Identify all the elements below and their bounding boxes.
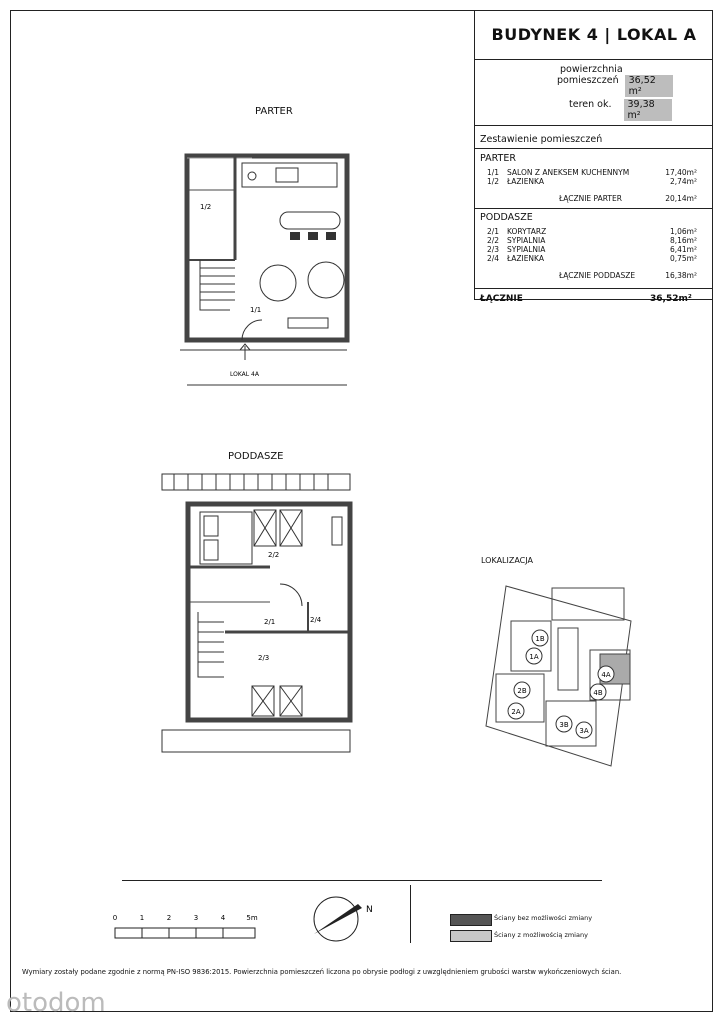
legend-fixed-swatch: [450, 914, 492, 926]
unit-label: 2B: [517, 687, 527, 695]
rooms-title: Zestawienie pomieszczeń: [480, 134, 603, 145]
grand-total-value: 36,52m²: [650, 294, 692, 304]
unit-label: 3A: [579, 727, 589, 735]
unit-label: 1B: [535, 635, 545, 643]
scale-tick: 5m: [246, 914, 258, 922]
footnote: Wymiary zostały podane zgodnie z normą PN-ISO 9836:2015. Powierzchnia pomieszczeń liczona po obrysie podłogi z uwzględnieniem grubości warstw wykończeniowych ścian.: [22, 968, 622, 976]
room-label: 1/1: [250, 306, 262, 314]
room-label: 2/3: [258, 654, 270, 662]
sheet-title: BUDYNEK 4 | LOKAL A: [474, 10, 713, 60]
scale-bar: [110, 910, 270, 944]
location-map: [476, 566, 656, 771]
compass-icon: [306, 890, 378, 948]
parter-plan-title: PARTER: [255, 106, 293, 117]
location-title: LOKALIZACJA: [481, 556, 533, 565]
legend-movable-swatch: [450, 930, 492, 942]
watermark: otodom: [6, 988, 106, 1018]
scale-tick: 2: [166, 914, 172, 922]
land-label: teren ok.: [569, 99, 612, 110]
room-schedule-panel: [474, 60, 713, 300]
poddasze-total: ŁĄCZNIE PODDASZE 16,38m²: [559, 271, 697, 280]
parter-floor-plan: [180, 150, 355, 390]
unit-label: 3B: [559, 721, 569, 729]
room-label: 2/1: [264, 618, 276, 626]
list-item: 1/2 ŁAZIENKA 2,74m²: [487, 177, 697, 186]
scale-tick: 1: [139, 914, 145, 922]
compass-letter: N: [366, 905, 373, 915]
unit-label: 4B: [593, 689, 603, 697]
area-label-1: powierzchnia: [560, 64, 623, 75]
parter-list: [487, 168, 697, 203]
legend-fixed-label: Ściany bez możliwości zmiany: [494, 914, 593, 922]
list-item: 2/1 KORYTARZ 1,06m²: [487, 227, 697, 236]
unit-label: 2A: [511, 708, 521, 716]
poddasze-plan-title: PODDASZE: [228, 451, 284, 462]
scale-tick: 3: [193, 914, 199, 922]
list-item: 2/2 SYPIALNIA 8,16m²: [487, 236, 697, 245]
unit-label: 1A: [529, 653, 539, 661]
poddasze-floor-plan: [160, 472, 355, 757]
poddasze-list: [487, 227, 697, 280]
room-label: 1/2: [200, 203, 212, 211]
legend-movable-label: Ściany z możliwością zmiany: [494, 931, 588, 939]
list-item: 2/3 SYPIALNIA 6,41m²: [487, 245, 697, 254]
scale-tick: 0: [112, 914, 118, 922]
scale-tick: 4: [220, 914, 226, 922]
poddasze-heading: PODDASZE: [480, 212, 533, 223]
room-label: 2/4: [310, 616, 322, 624]
room-label: 2/2: [268, 551, 280, 559]
area-label-2: pomieszczeń: [557, 75, 619, 86]
parter-heading: PARTER: [480, 153, 516, 164]
unit-label: 4A: [601, 671, 611, 679]
divider: [122, 880, 602, 881]
divider: [410, 885, 411, 943]
list-item: 1/1 SALON Z ANEKSEM KUCHENNYM 17,40m²: [487, 168, 697, 177]
area-summary: [557, 64, 707, 121]
entry-label: LOKAL 4A: [230, 371, 259, 378]
land-value: 39,38 m²: [624, 99, 672, 121]
parter-total: ŁĄCZNIE PARTER 20,14m²: [559, 194, 697, 203]
grand-total-label: ŁĄCZNIE: [480, 294, 523, 304]
area-value: 36,52 m²: [625, 75, 673, 97]
list-item: 2/4 ŁAZIENKA 0,75m²: [487, 254, 697, 263]
